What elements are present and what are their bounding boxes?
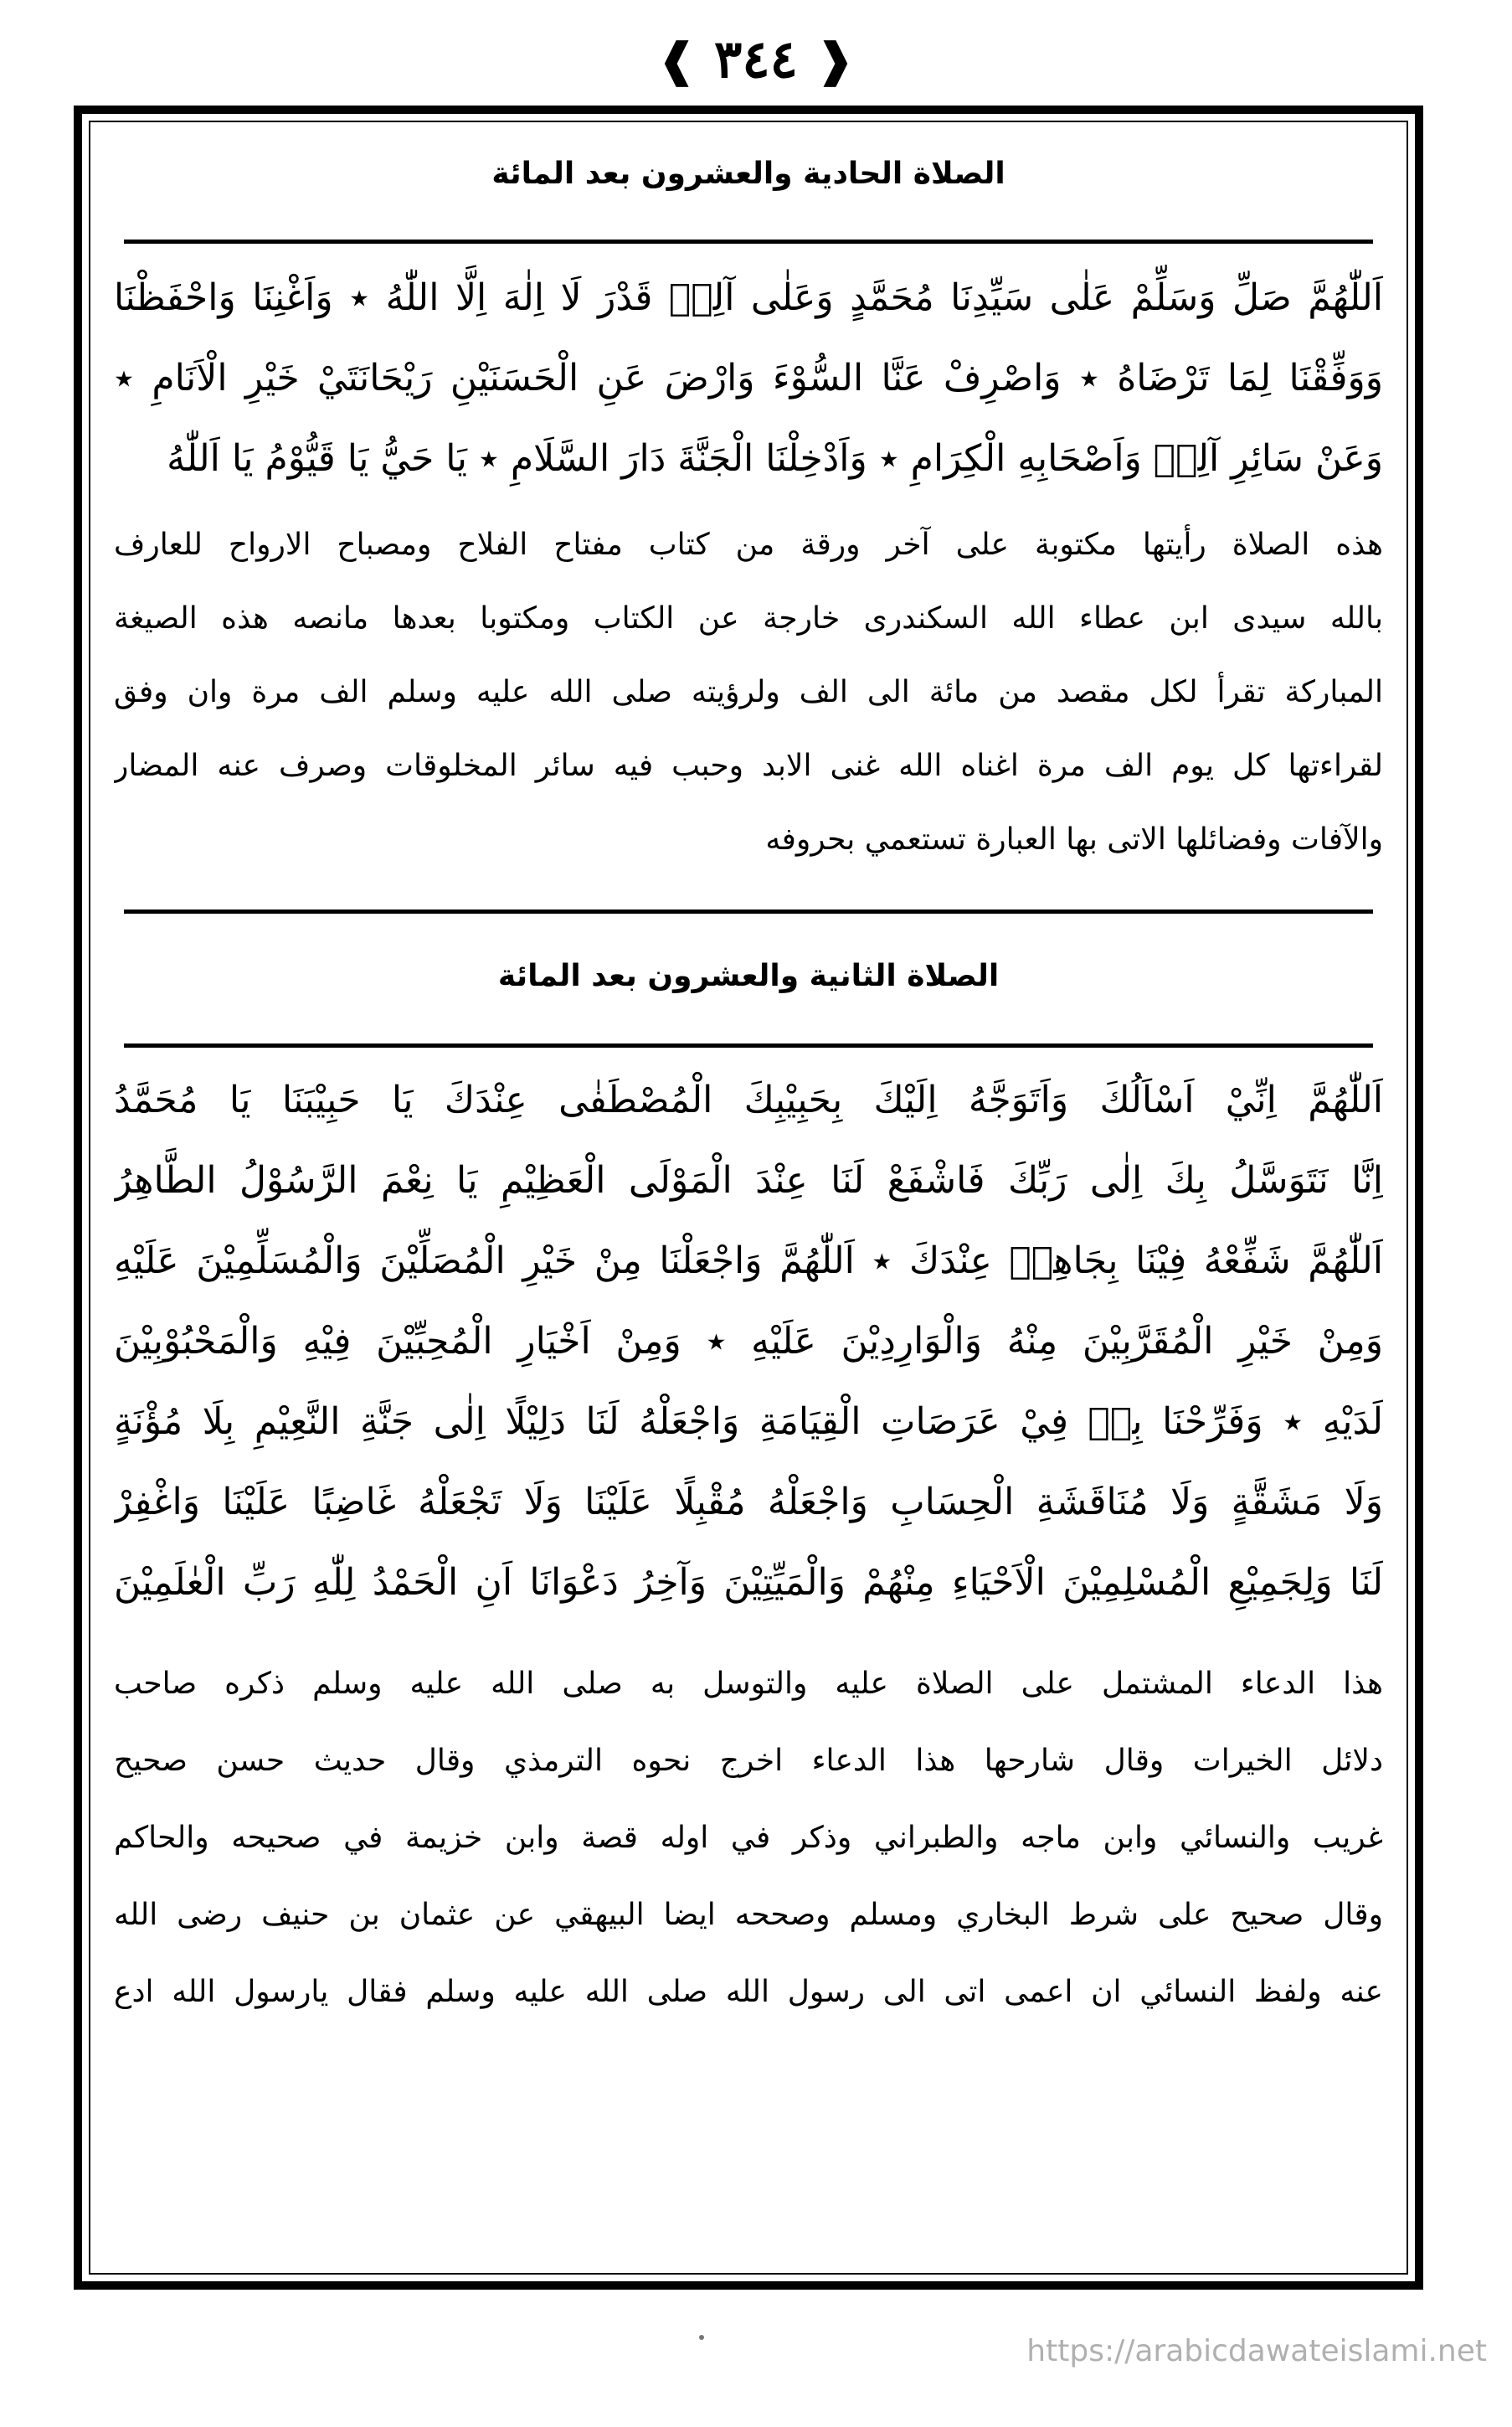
section-1-prayer-line-3: وَعَنْ سَائِرِ آلِهٖ وَاَصْحَابِهِ الْكِرَامِ ٭ وَاَدْخِلْنَا الْجَنَّةَ دَارَ السَّلَامِ ٭ يَا حَيُّ يَا قَيُّوْمُ يَا اَللّٰهُ [167,437,1383,480]
section-2-note-line-4: وقال صحيح على شرط البخاري ومسلم وصححه ايضا البيهقي عن عثمان بن حنيف رضى الله [114,1898,1383,1932]
section-1-note-line-1: هذه الصلاة رأيتها مكتوبة على آخر ورقة من كتاب مفتاح الفلاح ومصباح الارواح للعارف [114,528,1383,562]
section-1-note-line-2: بالله سيدى ابن عطاء الله السكندرى خارجة عن الكتاب ومكتوبا بعدها مانصه هذه الصيغة [114,601,1383,636]
section-1-note-line-5: والآفات وفضائلها الاتى بها العبارة تستعمي بحروفه [765,822,1383,857]
section-2-top-rule [124,1043,1373,1048]
section-divider-rule [124,909,1373,914]
section-2-title: الصلاة الثانية والعشرون بعد المائة [497,959,1000,993]
page-frame [74,106,1423,2290]
section-1-note-line-4: لقراءتها كل يوم الف مرة اغناه الله غنى الابد وحبب فيه سائر المخلوقات وصرف عنه المضار [114,749,1383,783]
page-number-text: ٣٤٤ [714,28,798,90]
section-1-title: الصلاة الحادية والعشرون بعد المائة [491,157,1005,191]
section-2-prayer-line-3: اَللّٰهُمَّ شَفِّعْهُ فِيْنَا بِجَاهِهٖ عِنْدَكَ ٭ اَللّٰهُمَّ وَاجْعَلْنَا مِنْ خَيْرِ الْمُصَلِّيْنَ وَالْمُسَلِّمِيْنَ عَلَيْهِ [114,1239,1383,1282]
section-2-note-line-3: غريب والنسائي وابن ماجه والطبراني وذكر في اوله قصة وابن خزيمة في صحيحه والحاكم [114,1821,1383,1855]
section-2-prayer-line-7: لَنَا وَلِجَمِيْعِ الْمُسْلِمِيْنَ الْاَحْيَاءِ مِنْهُمْ وَالْمَيِّتِيْنَ وَآخِرُ دَعْوَانَا اَنِ الْحَمْدُ لِلّٰهِ رَبِّ الْعٰلَمِيْنَ [114,1561,1383,1604]
section-2-prayer-line-1: اَللّٰهُمَّ اِنِّيْ اَسْاَلُكَ وَاَتَوَجَّهُ اِلَيْكَ بِحَبِيْبِكَ الْمُصْطَفٰى عِنْدَكَ يَا حَبِيْبَنَا يَا مُحَمَّدُ [114,1079,1383,1121]
section-2-note-line-2: دلائل الخيرات وقال شارحها هذا الدعاء اخرج نحوه الترمذي وقال حديث حسن صحيح [114,1744,1383,1778]
page-number [0,22,1512,93]
section-1-prayer-line-2: وَوَفِّقْنَا لِمَا تَرْضَاهُ ٭ وَاصْرِفْ عَنَّا السُّوْءَ وَارْضَ عَنِ الْحَسَنَيْنِ رَيْحَانَتَيْ خَيْرِ الْاَنَامِ ٭ [114,357,1383,399]
section-2-prayer-line-5: لَدَيْهِ ٭ وَفَرِّحْنَا بِهٖ فِيْ عَرَصَاتِ الْقِيَامَةِ وَاجْعَلْهُ لَنَا دَلِيْلًا اِلٰى جَنَّةِ النَّعِيْمِ بِلَا مُؤْنَةٍ [114,1400,1383,1443]
section-2-prayer-line-4: وَمِنْ خَيْرِ الْمُقَرَّبِيْنَ مِنْهُ وَالْوَارِدِيْنَ عَلَيْهِ ٭ وَمِنْ اَخْيَارِ الْمُحِبِّيْنَ فِيْهِ وَالْمَحْبُوْبِيْنَ [114,1320,1383,1363]
section-1-note-line-3: المباركة تقرأ لكل مقصد من مائة الى الف ولرؤيته صلى الله عليه وسلم الف مرة وان وفق [114,675,1383,709]
section-2-note-line-5: عنه ولفظ النسائي ان اعمى اتى الى رسول الله صلى الله عليه وسلم فقال يارسول الله ادع [114,1975,1383,2009]
section-2-note-line-1: هذا الدعاء المشتمل على الصلاة عليه والتوسل به صلى الله عليه وسلم ذكره صاحب [114,1667,1383,1701]
section-2-prayer-line-6: وَلَا مَشَقَّةٍ وَلَا مُنَاقَشَةِ الْحِسَابِ وَاجْعَلْهُ مُقْبِلًا عَلَيْنَا وَلَا تَجْعَلْهُ غَاضِبًا عَلَيْنَا وَاغْفِرْ [114,1481,1383,1523]
section-1-top-rule [124,240,1373,244]
left-ornament-icon: ❰ [657,33,697,86]
right-ornament-icon: ❱ [815,33,855,86]
section-1-prayer-line-1: اَللّٰهُمَّ صَلِّ وَسَلِّمْ عَلٰى سَيِّدِنَا مُحَمَّدٍ وَعَلٰى آلِهٖ قَدْرَ لَا اِلٰهَ اِلَّا اللّٰهُ ٭ وَاَغْنِنَا وَاحْفَظْنَا [114,276,1383,319]
section-2-prayer-line-2: اِنَّا نَتَوَسَّلُ بِكَ اِلٰى رَبِّكَ فَاشْفَعْ لَنَا عِنْدَ الْمَوْلَى الْعَظِيْمِ يَا نِعْمَ الرَّسُوْلُ الطَّاهِرُ [114,1159,1383,1202]
print-speck [699,2335,704,2340]
source-watermark: https://arabicdawateislami.net [1026,2334,1487,2368]
